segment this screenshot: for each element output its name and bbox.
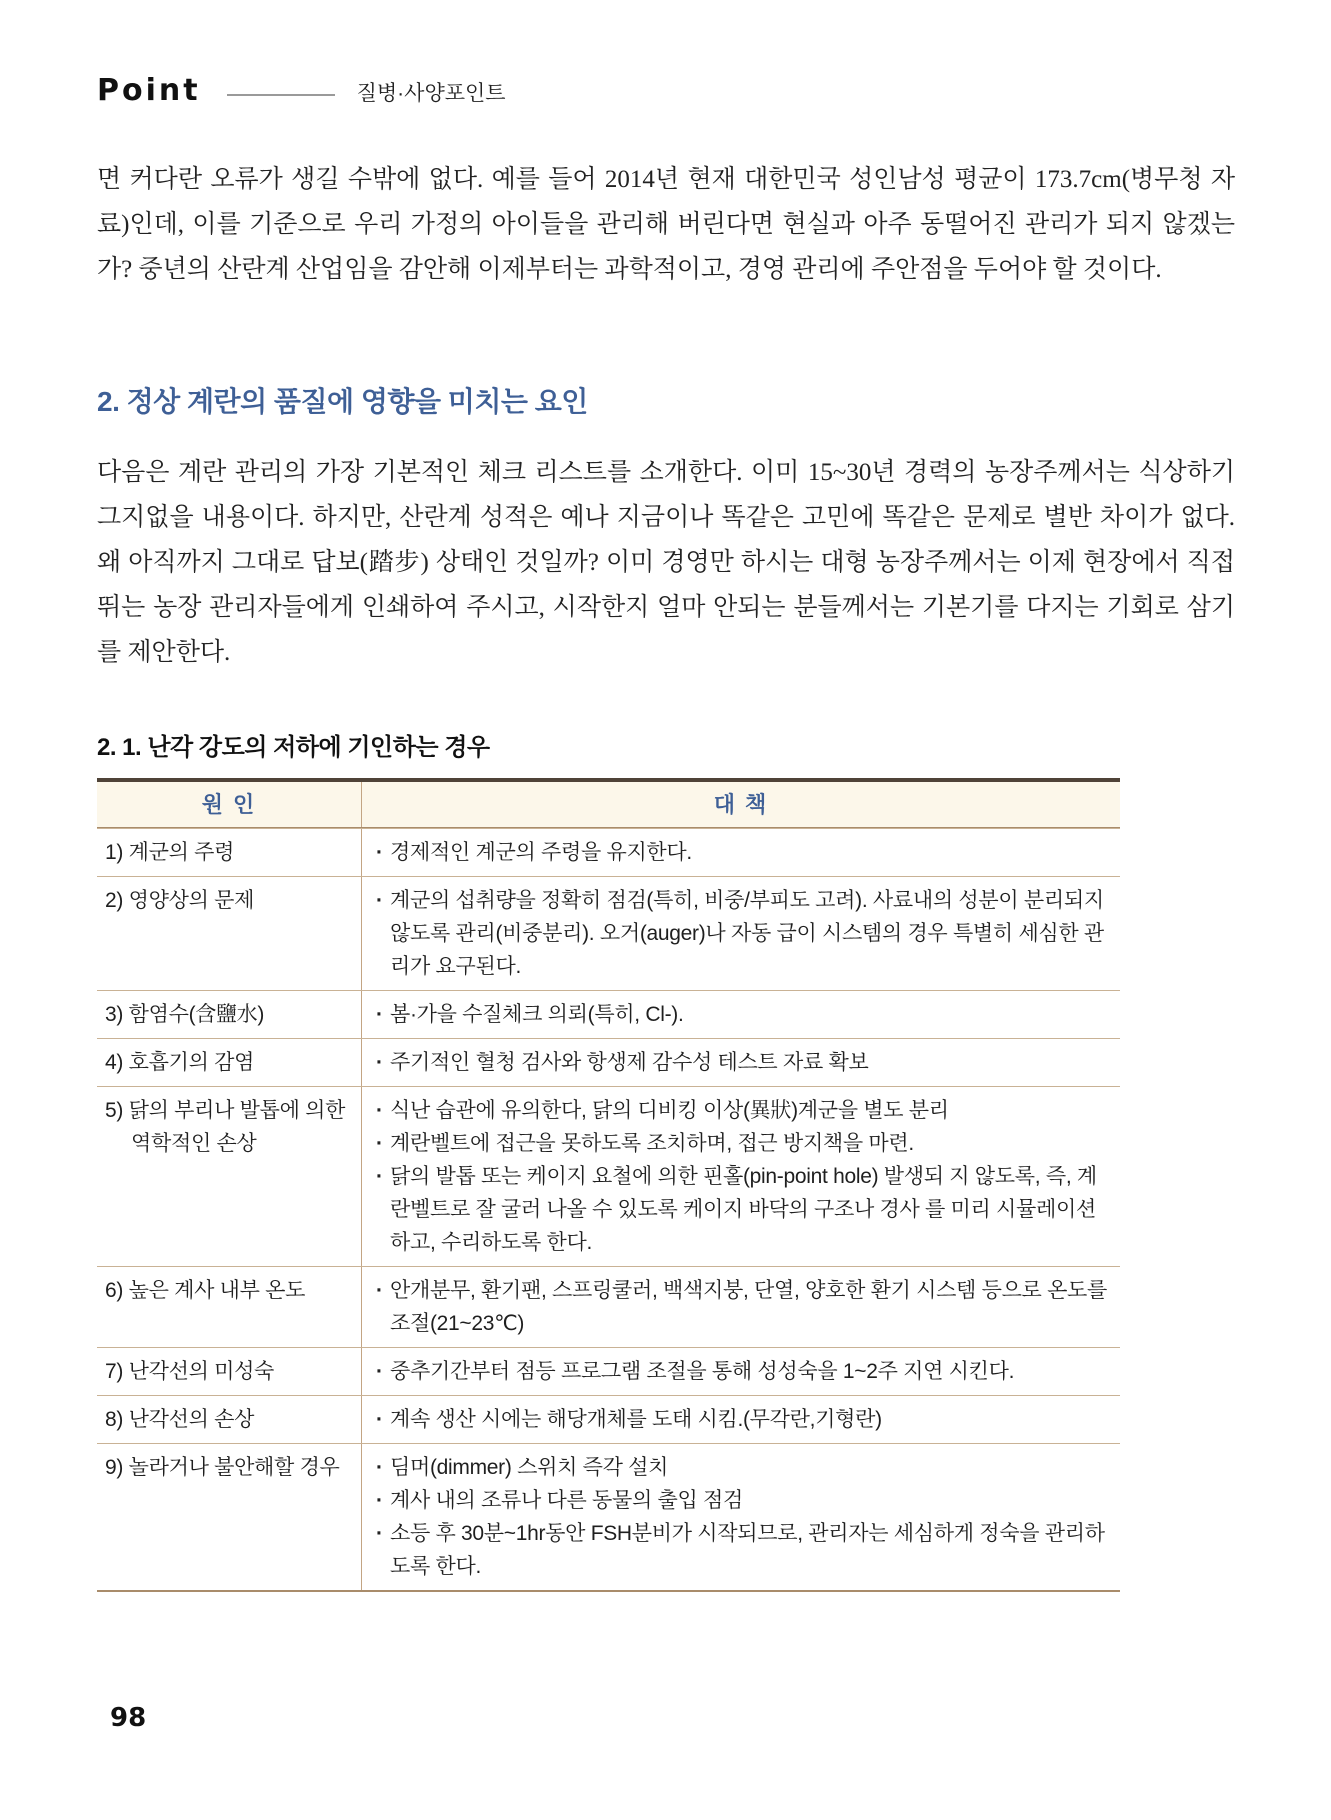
table-row [97, 1443, 1120, 1590]
measure-text: 계속 생산 시에는 해당개체를 도태 시킴.(무각란,기형란) [390, 1408, 882, 1431]
page-number: 98 [110, 1703, 147, 1733]
running-head [97, 73, 1235, 113]
subsection-title: 2. 1. 난각 강도의 저하에 기인하는 경우 [97, 734, 490, 761]
table-row [97, 1038, 1120, 1086]
measure-text: 식난 습관에 유의한다, 닭의 디비킹 이상(異狀)계군을 별도 분리 [390, 1099, 949, 1122]
bullet-icon: · [376, 1522, 383, 1545]
header-rule [227, 94, 335, 96]
bullet-icon: · [376, 1132, 383, 1155]
table-row [97, 1395, 1120, 1443]
measure-item [376, 836, 1110, 869]
bullet-icon: · [376, 1279, 383, 1302]
measure-item [376, 1046, 1110, 1079]
measure-item [376, 1355, 1110, 1388]
measure-item [376, 1094, 1110, 1127]
measure-text: 닭의 발톱 또는 케이지 요철에 의한 핀홀(pin-point hole) 발생되 지 않도록, 즉, 계란벨트로 잘 굴러 나올 수 있도록 케이지 바닥의 구조나 경사 를 미리 시뮬레이션하고, 수리하도록 한다. [390, 1165, 1097, 1254]
measure-text: 계군의 섭취량을 정확히 점검(특히, 비중/부피도 고려). 사료내의 성분이 분리되지 않도록 관리(비중분리). 오거(auger)나 자동 급이 시스템의 경우 특별히 세심한 관리가 요구된다. [390, 889, 1104, 978]
table-row [97, 990, 1120, 1038]
column-header-measure: 대 책 [713, 792, 769, 817]
measure-text: 딤머(dimmer) 스위치 즉각 설치 [390, 1456, 669, 1479]
cause-cell: 7) 난각선의 미성숙 [97, 1348, 362, 1395]
measure-item [376, 1517, 1110, 1583]
measure-cell [362, 1267, 1120, 1347]
table-row [97, 1347, 1120, 1395]
bullet-icon: · [376, 841, 383, 864]
table-row [97, 1086, 1120, 1266]
section-title: 2. 정상 계란의 품질에 영향을 미치는 요인 [97, 386, 588, 417]
cause-cell: 6) 높은 계사 내부 온도 [97, 1267, 362, 1347]
bullet-icon: · [376, 1051, 383, 1074]
bullet-icon: · [376, 1489, 383, 1512]
bullet-icon: · [376, 1099, 383, 1122]
table-header-row [97, 782, 1120, 828]
measure-item [376, 1127, 1110, 1160]
cause-cell: 4) 호흡기의 감염 [97, 1039, 362, 1086]
measure-text: 경제적인 계군의 주령을 유지한다. [390, 841, 692, 864]
table-row [97, 1266, 1120, 1347]
measure-cell [362, 877, 1120, 990]
measure-item [376, 884, 1110, 983]
point-label: Point [97, 73, 201, 108]
table-row [97, 876, 1120, 990]
measure-text: 계사 내의 조류나 다른 동물의 출입 점검 [390, 1489, 743, 1512]
body-paragraph-2: 다음은 계란 관리의 가장 기본적인 체크 리스트를 소개한다. 이미 15~30년 경력의 농장주께서는 식상하기 그지없을 내용이다. 하지만, 산란계 성적은 예나 지금이나 똑같은 고민에 똑같은 문제로 별반 차이가 없다. 왜 아직까지 그대로 답보(踏步) 상태인 것일까? 이미 경영만 하시는 대형 농장주께서는 이제 현장에서 직접 뛰는 농장 관리자들에게 인쇄하여 주시고, 시작한지 얼마 안되는 분들께서는 기본기를 다지는 기회로 삼기를 제안한다. [97, 459, 1235, 666]
measure-text: 안개분무, 환기팬, 스프링쿨러, 백색지붕, 단열, 양호한 환기 시스템 등으로 온도를 조절(21~23℃) [390, 1279, 1108, 1335]
bullet-icon: · [376, 889, 383, 912]
cause-cell: 2) 영양상의 문제 [97, 877, 362, 990]
measure-cell [362, 829, 1120, 876]
measure-cell [362, 1039, 1120, 1086]
measure-cell [362, 1396, 1120, 1443]
measure-text: 주기적인 혈청 검사와 항생제 감수성 테스트 자료 확보 [390, 1051, 869, 1074]
measure-item [376, 1274, 1110, 1340]
bullet-icon: · [376, 1360, 383, 1383]
column-header-cause: 원 인 [97, 782, 362, 827]
bullet-icon: · [376, 1003, 383, 1026]
measure-item [376, 1160, 1110, 1259]
header-caption: 질병·사양포인트 [356, 82, 506, 105]
measure-cell [362, 991, 1120, 1038]
measure-item [376, 1451, 1110, 1484]
table-row [97, 828, 1120, 876]
cause-cell: 5) 닭의 부리나 발톱에 의한 역학적인 손상 [97, 1087, 362, 1266]
bullet-icon: · [376, 1408, 383, 1431]
cause-measure-table [97, 778, 1120, 1592]
measure-item [376, 1484, 1110, 1517]
cause-cell: 8) 난각선의 손상 [97, 1396, 362, 1443]
measure-cell [362, 1087, 1120, 1266]
measure-text: 봄·가을 수질체크 의뢰(특히, Cl-). [390, 1003, 684, 1026]
bullet-icon: · [376, 1165, 383, 1188]
cause-cell: 3) 함염수(含鹽水) [97, 991, 362, 1038]
measure-text: 중추기간부터 점등 프로그램 조절을 통해 성성숙을 1~2주 지연 시킨다. [390, 1360, 1015, 1383]
bullet-icon: · [376, 1456, 383, 1479]
measure-item [376, 1403, 1110, 1436]
cause-cell: 9) 놀라거나 불안해할 경우 [97, 1444, 362, 1590]
measure-cell [362, 1444, 1120, 1590]
measure-text: 소등 후 30분~1hr동안 FSH분비가 시작되므로, 관리자는 세심하게 정숙을 관리하도록 한다. [390, 1522, 1105, 1578]
measure-item [376, 998, 1110, 1031]
measure-text: 계란벨트에 접근을 못하도록 조치하며, 접근 방지책을 마련. [390, 1132, 914, 1155]
body-paragraph-1: 면 커다란 오류가 생길 수밖에 없다. 예를 들어 2014년 현재 대한민국 성인남성 평균이 173.7cm(병무청 자료)인데, 이를 기준으로 우리 가정의 아이들을 관리해 버린다면 현실과 아주 동떨어진 관리가 되지 않겠는가? 중년의 산란계 산업임을 감안해 이제부터는 과학적이고, 경영 관리에 주안점을 두어야 할 것이다. [97, 166, 1235, 283]
measure-cell [362, 1348, 1120, 1395]
cause-cell: 1) 계군의 주령 [97, 829, 362, 876]
